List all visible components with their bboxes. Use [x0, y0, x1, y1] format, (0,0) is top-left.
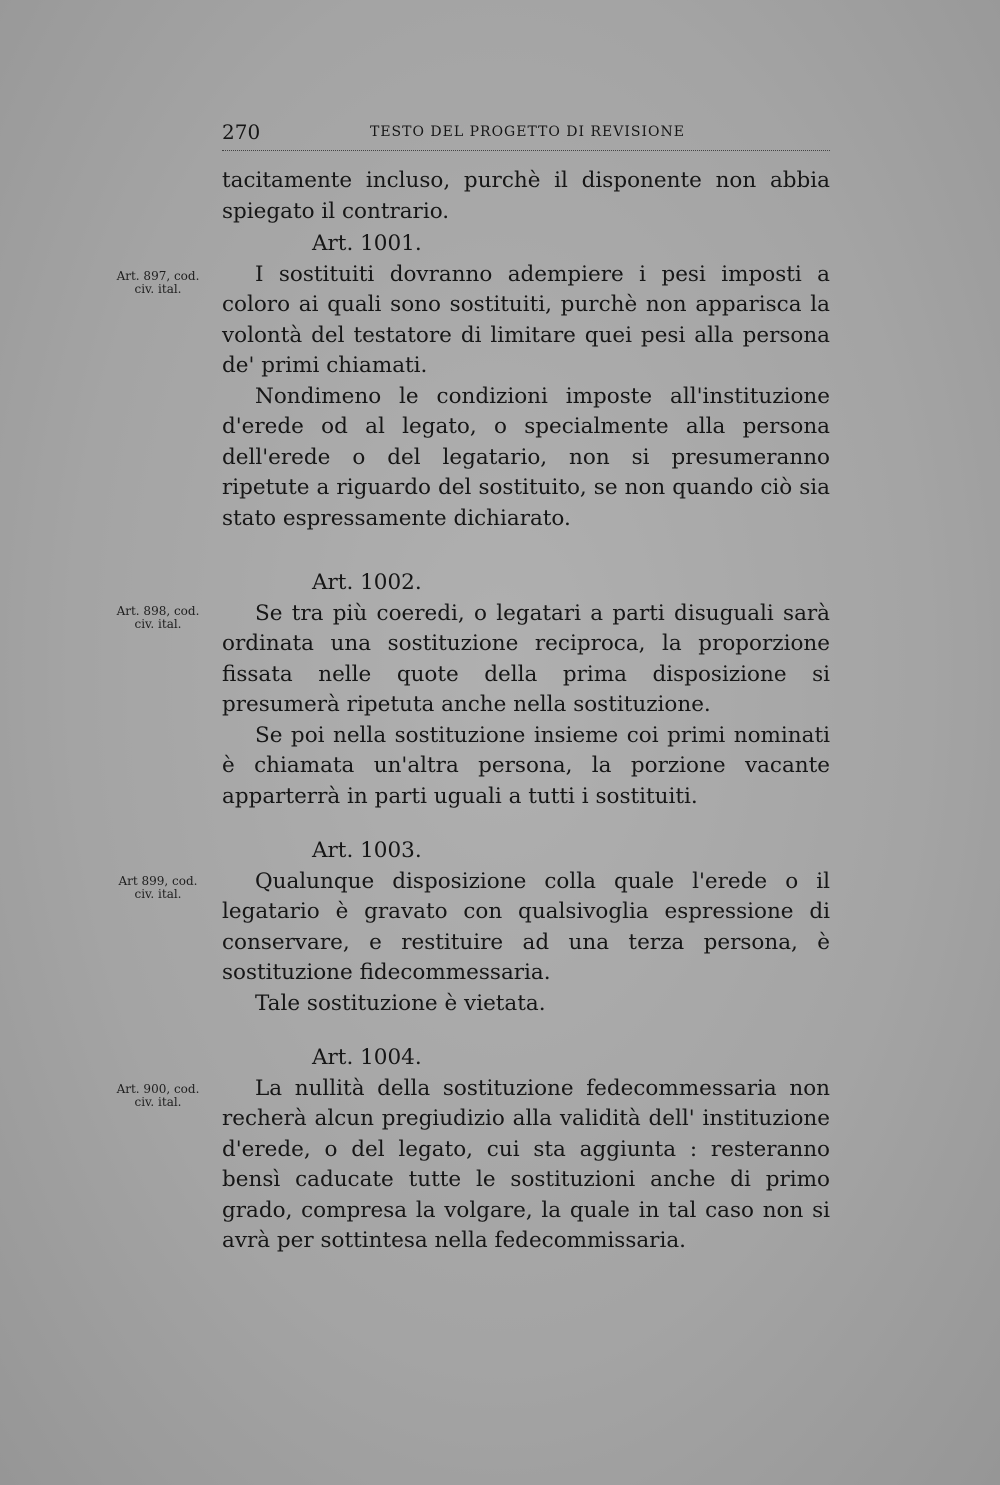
- paragraph-1004-1: La nullità della sostituzione fedecommessaria non recherà alcun pregiudizio alla validità dell' instituzione d'erede, o del legato, cui sta aggiunta : resteranno bensì caducate tutte le sostituzioni anche di primo grado, compresa la volgare, la quale in tal caso non si avrà per sottintesa nella fedecommissaria.: [222, 1075, 830, 1253]
- margin-note-art-1001: Art. 897, cod. civ. ital.: [116, 269, 200, 296]
- paragraph-1003-1: Qualunque disposizione colla quale l'erede o il legatario è gravato con qualsivoglia espressione di conservare, e restituire ad una terza persona, è sostituzione fidecommessaria.: [222, 868, 830, 985]
- paragraph-1001-2: Nondimeno le condizioni imposte all'instituzione d'erede od al legato, o specialmente alla persona dell'erede o del legatario, non si presumeranno ripetute a riguardo del sostituito, se non quando ciò sia stato espressamente dichiarato.: [222, 383, 830, 531]
- running-head: TESTO DEL PROGETTO DI REVISIONE: [370, 124, 685, 140]
- page-number: 270: [222, 120, 261, 144]
- article-heading-1004: Art. 1004.: [312, 1045, 422, 1070]
- margin-note-art-1002: Art. 898, cod. civ. ital.: [116, 604, 200, 631]
- article-heading-1002: Art. 1002.: [312, 570, 422, 595]
- paragraph-1003-2: Tale sostituzione è vietata.: [255, 990, 546, 1016]
- paragraph-1002-1: Se tra più coeredi, o legatari a parti disuguali sarà ordinata una sostituzione reciproca, la proporzione fissata nelle quote della prima disposizione si presumerà ripetuta anche nella sostituzione.: [222, 600, 830, 717]
- article-heading-1001: Art. 1001.: [312, 231, 422, 256]
- paragraph-1002-2: Se poi nella sostituzione insieme coi primi nominati è chiamata un'altra persona, la porzione vacante apparterrà in parti uguali a tutti i sostituiti.: [222, 722, 830, 809]
- body-text: [222, 166, 830, 1257]
- margin-note-art-1003: Art 899, cod. civ. ital.: [118, 874, 198, 901]
- article-heading-1003: Art. 1003.: [312, 838, 422, 863]
- paragraph-1001-1: I sostituiti dovranno adempiere i pesi imposti a coloro ai quali sono sostituiti, purchè non apparisca la volontà del testatore di limitare quei pesi alla persona de' primi chiamati.: [222, 261, 830, 378]
- intro-paragraph: tacitamente incluso, purchè il disponente non abbia spiegato il contrario.: [222, 168, 830, 224]
- margin-note-art-1004: Art. 900, cod. civ. ital.: [116, 1082, 200, 1109]
- page-header: [222, 120, 830, 151]
